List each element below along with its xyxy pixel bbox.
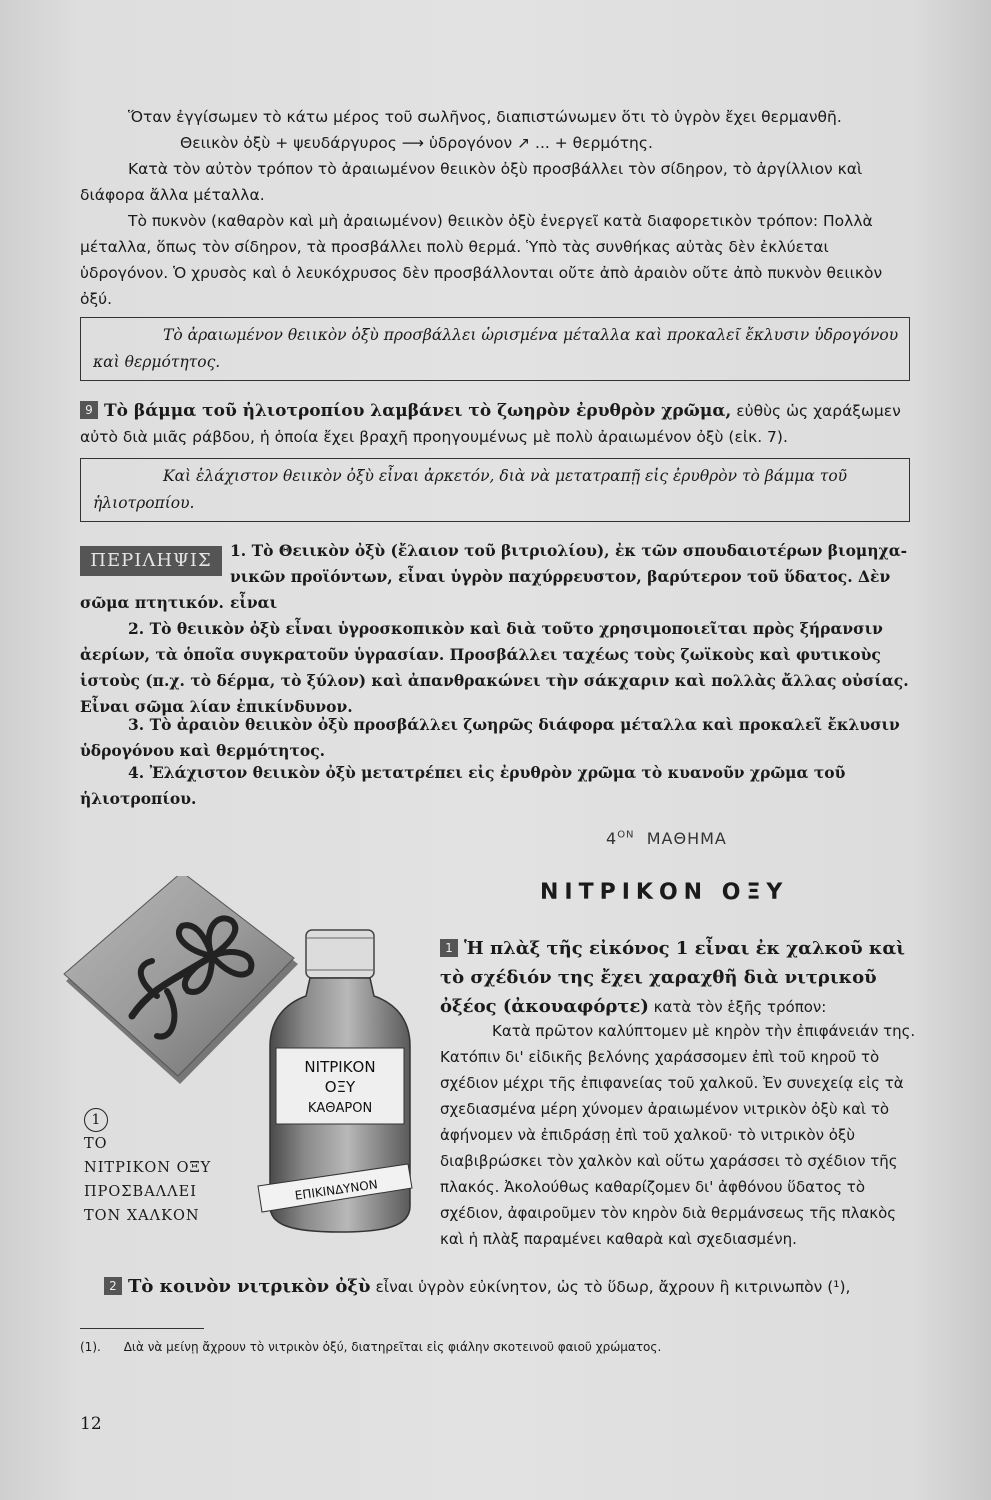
summary-item-1a: 1. Τὸ Θειικὸν ὀξὺ (ἔλαιον τοῦ βιτριολίου), ἐκ τῶν σπουδαιοτέρων βιομηχα- (230, 541, 908, 560)
section-number: 1 (440, 939, 458, 957)
caption-line-2: ΝΙΤΡΙΚΟΝ ΟΞΥ (84, 1160, 212, 1176)
section-number: 9 (80, 401, 98, 419)
highlight-box-dilute (80, 317, 910, 381)
summary-item-4: 4. Ἐλάχιστον θειικὸν ὀξὺ μετατρέπει εἰς ἐρυθρὸν χρῶμα τὸ κυανοῦν χρῶμα τοῦ ἡλιοτροπίου. (80, 763, 846, 808)
section-1 (440, 934, 918, 1022)
summary-item-1c: σῶμα πτητικόν. (80, 593, 224, 612)
chapter-heading: ΝΙΤΡΙΚΟΝ ΟΞΥ (540, 880, 789, 905)
page-number: 12 (80, 1414, 102, 1434)
section-number: 2 (104, 1277, 122, 1295)
highlight-box-litmus (80, 458, 910, 522)
footnote-mark: (1). (80, 1340, 101, 1354)
bottle-sash-text: ΕΠΙΚΙΝΔΥΝΟΝ (293, 1177, 379, 1203)
lesson-number (606, 829, 727, 848)
footnote (80, 1340, 661, 1354)
section-9 (80, 398, 918, 450)
section-2 (104, 1274, 934, 1300)
caption-line-3: ΠΡΟΣΒΑΛΛΕΙ (84, 1184, 197, 1200)
caption-line-1: ΤΟ (84, 1136, 108, 1152)
section-2-bold: Τὸ κοινὸν νιτρικὸν ὀξὺ (128, 1276, 371, 1297)
bottle-label-line2: ΟΞΥ (324, 1078, 356, 1096)
section-1-bold: Ἡ πλὰξ τῆς εἰκόνος 1 εἶναι ἐκ χαλκοῦ καὶ τὸ σχέδιόν της ἔχει χαραχθῆ διὰ νιτρικοῦ ὀξέος (ἀκουαφόρτε) (440, 938, 905, 1017)
figure-number: 1 (84, 1108, 108, 1132)
summary-item-1b: νικῶν προϊόντων, εἶναι ὑγρὸν παχύρρευστον, βαρύτερον τοῦ ὕδατος. Δὲν εἶναι (230, 567, 891, 612)
section-2-rest: εἶναι ὑγρὸν εὐκίνητον, ὡς τὸ ὕδωρ, ἄχρουν ἢ κιτρινωπὸν (¹), (370, 1278, 851, 1296)
figure-caption (84, 1108, 211, 1228)
box-text: Τὸ ἀραιωμένον θειικὸν ὀξὺ προσβάλλει ὡρισμένα μέταλλα καὶ προκαλεῖ ἔκλυσιν ὑδρογόνου καὶ θερμότητος. (93, 326, 899, 371)
equation: Θειικὸν ὀξὺ + ψευδάργυρος ⟶ ὑδρογόνον ↗ ... + θερμότης. (180, 134, 653, 152)
footnote-rule (80, 1328, 204, 1329)
bottle-label-line3: ΚΑΘΑΡΟΝ (307, 1101, 373, 1116)
caption-line-4: ΤΟΝ ΧΑΛΚΟΝ (84, 1208, 200, 1224)
section-1-rest: κατὰ τὸν ἑξῆς τρόπον: (648, 998, 827, 1016)
summary-item-3: 3. Τὸ ἀραιὸν θειικὸν ὀξὺ προσβάλλει ζωηρῶς διάφορα μέταλλα καὶ προκαλεῖ ἔκλυσιν ὑδρογόνου καὶ θερμότητος. (80, 715, 900, 760)
summary-item-2: 2. Τὸ θειικὸν ὀξὺ εἶναι ὑγροσκοπικὸν καὶ διὰ τοῦτο χρησιμοποιεῖται πρὸς ξήρανσιν ἀερίων, τὰ ὁποῖα συγκρατοῦν ὑγρασίαν. Προσβάλλει ταχέως τοὺς ζωϊκοὺς καὶ φυτικοὺς ἱστοὺς (π.χ. τὸ δέρμα, τὸ ξύλον) καὶ ἀπανθρακώνει τὴν σάκχαριν καὶ πολλὰς ἄλλας οὐσίας. Εἶναι σῶμα λίαν ἐπικίνδυνον. (80, 619, 909, 716)
bottle-label-line1: ΝΙΤΡΙΚΟΝ (304, 1058, 376, 1076)
lesson-sup: ΟΝ (617, 829, 635, 841)
paragraph-metals: Κατὰ τὸν αὐτὸν τρόπον τὸ ἀραιωμένον θειικὸν ὀξὺ προσβάλλει τὸν σίδηρον, τὸ ἀργίλλιον καὶ διάφορα ἄλλα μέταλλα. (80, 160, 863, 204)
paragraph-heat: Ὅταν ἐγγίσωμεν τὸ κάτω μέρος τοῦ σωλῆνος, διαπιστώνωμεν ὅτι τὸ ὑγρὸν ἔχει θερμανθῆ. (128, 108, 842, 126)
lesson-num: 4 (606, 829, 618, 848)
box-text: Καὶ ἐλάχιστον θειικὸν ὀξὺ εἶναι ἀρκετόν, διὰ νὰ μετατραπῇ εἰς ἐρυθρὸν τὸ βάμμα τοῦ ἡλιοτροπίου. (93, 467, 848, 512)
lesson-word: ΜΑΘΗΜΑ (646, 829, 727, 848)
section-1-body: Κατὰ πρῶτον καλύπτομεν μὲ κηρὸν τὴν ἐπιφάνειάν της. Κατόπιν δι' εἰδικῆς βελόνης χαράσσομεν ἐπὶ τοῦ κηροῦ τὸ σχέδιον μέχρι τῆς ἐπιφανείας τοῦ χαλκοῦ. Ἐν συνεχείᾳ εἰς τὰ σχεδιασμένα μέρη χύνομεν ἀραιωμένον νιτρικὸν ὀξὺ καὶ τὸ ἀφήνομεν νὰ ἐπιδράσῃ ἐπὶ τοῦ χαλκοῦ· τὸ νιτρικὸν ὀξὺ διαβιβρώσκει τὸν χαλκὸν καὶ οὕτω χαράσσει τὸ σχέδιον τῆς πλακός. Ἀκολούθως καθαρίζομεν δι' ἀφθόνου ὕδατος τὸ σχέδιον, ἀφαιροῦμεν τὸν κηρὸν διὰ θερμάνσεως τῆς πλακὸς καὶ ἡ πλὰξ παραμένει καθαρὰ καὶ σχεδιασμένη. (440, 1022, 916, 1248)
copper-plate (64, 876, 298, 1084)
section-9-rest: εὐθὺς ὡς χαράξωμεν αὐτὸ διὰ μιᾶς ράβδου, ἡ ὁποία ἔχει βραχῆ προηγουμένως μὲ πολὺ ἀραιωμένον ὀξὺ (εἰκ. 7). (80, 402, 901, 446)
section-9-bold: Τὸ βάμμα τοῦ ἡλιοτροπίου λαμβάνει τὸ ζωηρὸν ἐρυθρὸν χρῶμα, (104, 401, 732, 421)
summary-label: ΠΕΡΙΛΗΨΙΣ (80, 546, 222, 576)
paragraph-concentrated: Τὸ πυκνὸν (καθαρὸν καὶ μὴ ἀραιωμένον) θειικὸν ὀξὺ ἐνεργεῖ κατὰ διαφορετικὸν τρόπον: Πολλὰ μέταλλα, ὅπως τὸν σίδηρον, τὰ προσβάλλει πολὺ θερμά. Ὑπὸ τὰς συνθήκας αὐτὰς δὲν ἐκλύεται ὑδρογόνον. Ὁ χρυσὸς καὶ ὁ λευκόχρυσος δὲν προσβάλλονται οὔτε ἀπὸ ἀραιὸν οὔτε ἀπὸ πυκνὸν θειικὸν ὀξύ. (80, 212, 883, 308)
footnote-text: Διὰ νὰ μείνῃ ἄχρουν τὸ νιτρικὸν ὀξύ, διατηρεῖται εἰς φιάλην σκοτεινοῦ φαιοῦ χρώματος. (123, 1340, 662, 1354)
